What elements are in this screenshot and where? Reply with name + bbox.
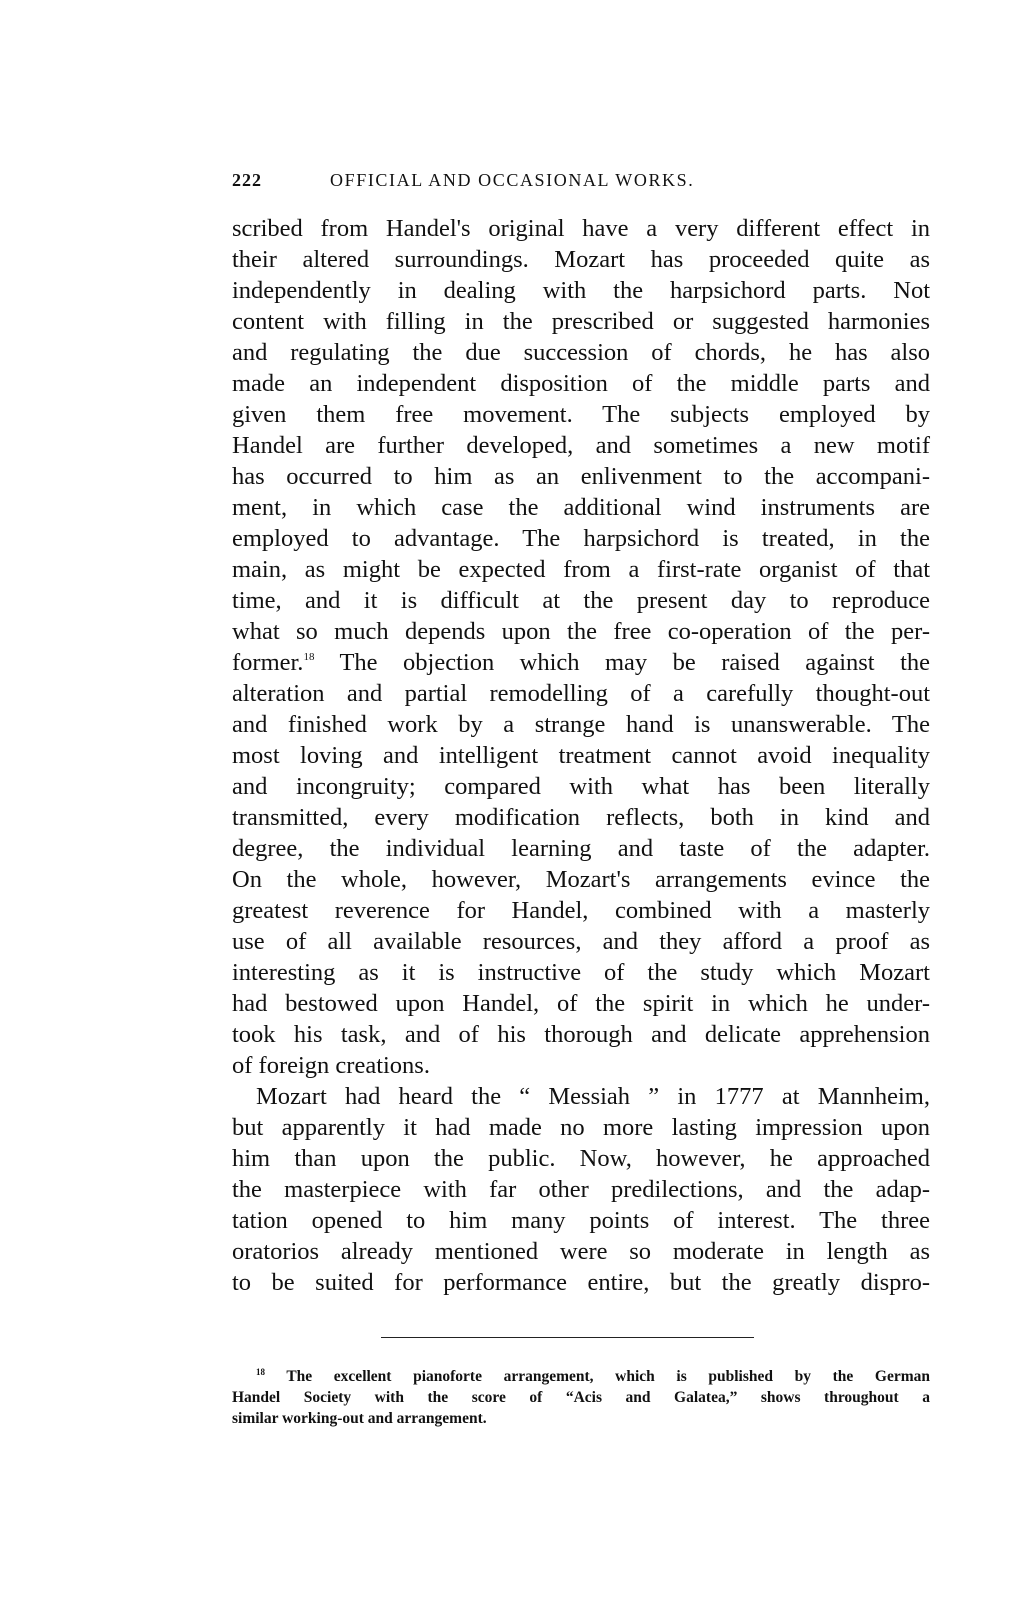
text-line: took his task, and of his thorough and delicate apprehension [232, 1021, 930, 1048]
text-line: but apparently it had made no more lasting impression upon [232, 1114, 930, 1141]
text-line: and incongruity; compared with what has been literally [232, 773, 930, 800]
line-start: former. [232, 649, 304, 676]
text-line: made an independent disposition of the middle parts and [232, 370, 930, 397]
text-line: the masterpiece with far other predilections, and the adap- [232, 1176, 930, 1203]
text-line: tation opened to him many points of interest. The three [232, 1207, 930, 1234]
text-line: interesting as it is instructive of the study which Mozart [232, 959, 930, 986]
text-line: On the whole, however, Mozart's arrangements evince the [232, 866, 930, 893]
footnote-marker: 18 [256, 1367, 265, 1377]
body-text [232, 213, 930, 1298]
text-line: had bestowed upon Handel, of the spirit in which he under- [232, 990, 930, 1017]
text-line: time, and it is difficult at the present day to reproduce [232, 587, 930, 614]
text-line: their altered surroundings. Mozart has proceeded quite as [232, 246, 930, 273]
text-line: content with filling in the prescribed or suggested harmonies [232, 308, 930, 335]
footnote-text: The excellent pianoforte arrangement, which is published by the German [286, 1368, 930, 1385]
footnote-line [232, 1366, 930, 1387]
text-line: degree, the individual learning and taste of the adapter. [232, 835, 930, 862]
text-line: has occurred to him as an enlivenment to the accompani- [232, 463, 930, 490]
text-line: scribed from Handel's original have a very different effect in [232, 215, 930, 242]
line-rest: The objection which may be raised against the [314, 649, 930, 676]
text-line: ment, in which case the additional wind instruments are [232, 494, 930, 521]
text-line: greatest reverence for Handel, combined with a masterly [232, 897, 930, 924]
text-line: use of all available resources, and they afford a proof as [232, 928, 930, 955]
footnotes [232, 1366, 930, 1429]
running-head [232, 170, 932, 191]
text-line: alteration and partial remodelling of a carefully thought-out [232, 680, 930, 707]
text-line: employed to advantage. The harpsichord is treated, in the [232, 525, 930, 552]
footnote-line: Handel Society with the score of “Acis and Galatea,” shows throughout a [232, 1389, 930, 1406]
page-number: 222 [232, 170, 262, 190]
text-line: and finished work by a strange hand is unanswerable. The [232, 711, 930, 738]
text-line: main, as might be expected from a first-rate organist of that [232, 556, 930, 583]
paragraph-end-line: of foreign creations. [232, 1052, 430, 1079]
text-line: oratorios already mentioned were so moderate in length as [232, 1238, 930, 1265]
text-line: to be suited for performance entire, but the greatly dispro- [232, 1269, 930, 1296]
footnote-line: similar working-out and arrangement. [232, 1410, 487, 1427]
text-line: independently in dealing with the harpsichord parts. Not [232, 277, 930, 304]
text-line: him than upon the public. Now, however, he approached [232, 1145, 930, 1172]
footnote-divider [381, 1337, 754, 1338]
text-line: and regulating the due succession of chords, he has also [232, 339, 930, 366]
text-line: transmitted, every modification reflects, both in kind and [232, 804, 930, 831]
text-line: given them free movement. The subjects employed by [232, 401, 930, 428]
text-line: what so much depends upon the free co-operation of the per- [232, 618, 930, 645]
running-title: OFFICIAL AND OCCASIONAL WORKS. [330, 170, 695, 190]
text-line: Handel are further developed, and sometimes a new motif [232, 432, 930, 459]
text-line-with-footnote-ref [232, 647, 930, 678]
paragraph-start-line: Mozart had heard the “ Messiah ” in 1777 at Mannheim, [256, 1083, 930, 1110]
footnote-ref: 18 [303, 651, 315, 663]
text-line: most loving and intelligent treatment cannot avoid inequality [232, 742, 930, 769]
